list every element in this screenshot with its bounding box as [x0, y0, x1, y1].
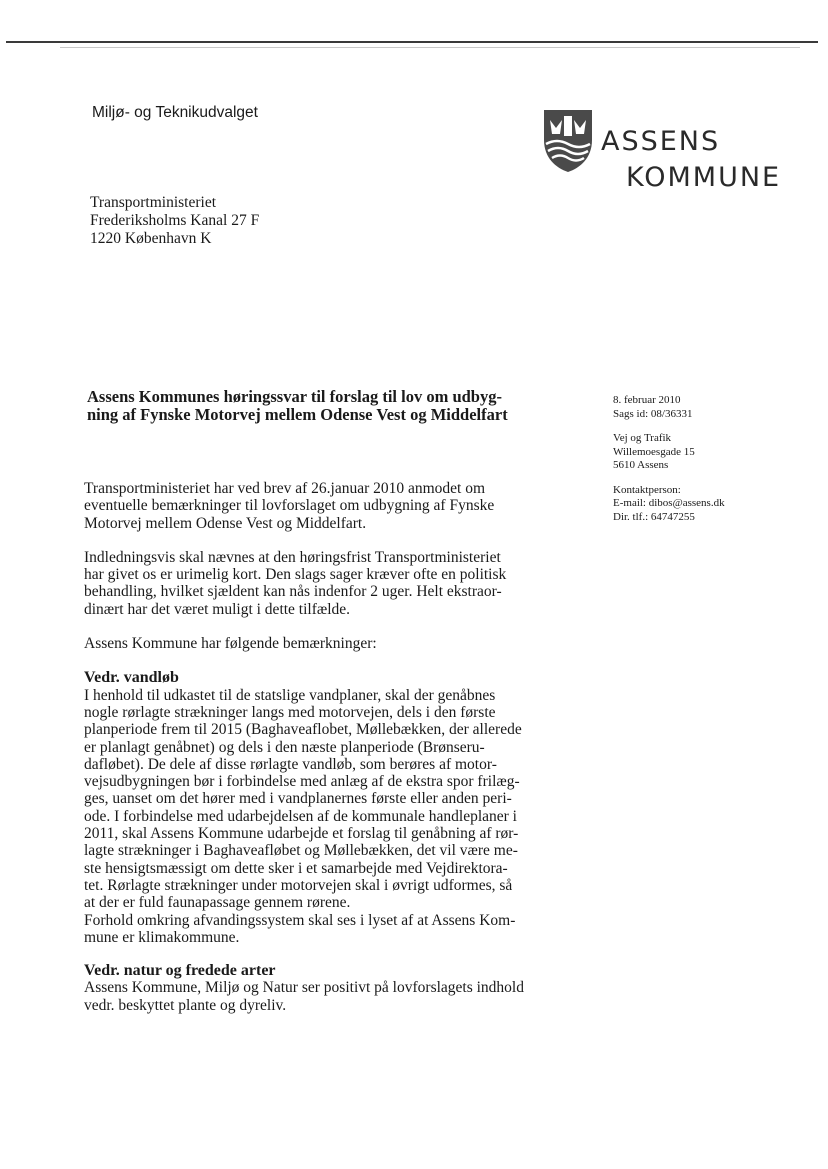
letter-subject [87, 388, 547, 424]
paragraph [84, 635, 540, 652]
text-line: tet. Rørlagte strækninger under motorvejen skal i øvrigt udformes, så [84, 876, 513, 894]
section-heading: Vedr. natur og fredede arter [84, 962, 276, 980]
text-line: vedr. beskyttet plante og dyreliv. [84, 996, 287, 1014]
text-line: nogle rørlagte strækninger langs med motorvejen, dels i den første [84, 703, 496, 721]
text-line: Motorvej mellem Odense Vest og Middelfart. [84, 514, 367, 532]
letter-body [84, 480, 540, 1030]
contact-email: E-mail: dibos@assens.dk [613, 497, 725, 509]
text-line: ges, uanset om det hører med i vandplanernes første eller anden peri- [84, 790, 512, 808]
letter-date: 8. februar 2010 [613, 394, 681, 406]
logo-text-kommune: KOMMUNE [626, 162, 782, 193]
section-watercourses [84, 669, 540, 946]
text-line: behandling, hvilket sjældent kan nås indenfor 2 uger. Helt ekstraor- [84, 583, 502, 601]
top-rule [6, 41, 818, 43]
committee-name: Miljø- og Teknikudvalget [92, 104, 258, 121]
section-nature [84, 962, 540, 1014]
recipient-line: Transportministeriet [90, 194, 217, 211]
text-line: dinært har det været muligt i dette tilfælde. [84, 600, 351, 618]
logo-text-assens: ASSENS [601, 126, 721, 157]
recipient-address [90, 194, 259, 248]
coat-of-arms-icon [540, 106, 596, 174]
text-line: dafløbet). De dele af disse rørlagte vandløb, som berøres af motor- [84, 755, 497, 773]
text-line: har givet os er urimelig kort. Den slags sager kræver ofte en politisk [84, 566, 507, 584]
text-line: Assens Kommune, Miljø og Natur ser positivt på lovforslagets indhold [84, 979, 524, 997]
section-heading: Vedr. vandløb [84, 669, 179, 687]
text-line: ste hensigtsmæssigt om dette sker i et samarbejde med Vejdirektora- [84, 859, 508, 877]
text-line: Assens Kommune har følgende bemærkninger: [84, 635, 377, 653]
assens-logo [540, 106, 780, 196]
recipient-line: 1220 København K [90, 230, 212, 247]
subject-line: Assens Kommunes høringssvar til forslag til lov om udbyg- [87, 387, 502, 406]
text-line: vejsudbygningen bør i forbindelse med anlæg af de ekstra spor frilæg- [84, 773, 520, 791]
paragraph [84, 480, 540, 532]
sender-info [613, 394, 725, 535]
text-line: I henhold til udkastet til de statslige vandplaner, skal der genåbnes [84, 686, 496, 704]
text-line: ode. I forbindelse med udarbejdelsen af de kommunale handleplaner i [84, 807, 517, 825]
text-line: er planlagt genåbnet) og dels i den næste planperiode (Brønseru- [84, 738, 485, 756]
case-id: Sags id: 08/36331 [613, 407, 693, 420]
text-line: Transportministeriet har ved brev af 26.januar 2010 anmodet om [84, 480, 486, 497]
text-line: Indledningsvis skal nævnes at den høringsfrist Transportministeriet [84, 548, 501, 566]
subject-line: ning af Fynske Motorvej mellem Odense Vest og Middelfart [87, 405, 508, 424]
department-line: Vej og Trafik [613, 432, 672, 444]
recipient-line: Frederiksholms Kanal 27 F [90, 212, 260, 229]
text-line: planperiode frem til 2015 (Baghaveaflobet, Møllebækken, der allerede [84, 721, 522, 739]
paragraph [84, 549, 540, 618]
text-line: mune er klimakommune. [84, 928, 240, 946]
top-rule-faint [60, 47, 800, 48]
contact-line: Kontaktperson: [613, 483, 681, 496]
text-line: at der er fuld faunapassage gennem rørene. [84, 894, 351, 912]
department-line: Willemoesgade 15 [613, 445, 695, 458]
text-line: lagte strækninger i Baghaveafløbet og Møllebækken, det vil være me- [84, 842, 518, 860]
department-line: 5610 Assens [613, 459, 669, 471]
text-line: eventuelle bemærkninger til lovforslaget om udbygning af Fynske [84, 497, 495, 515]
text-line: Forhold omkring afvandingssystem skal ses i lyset af at Assens Kom- [84, 911, 516, 929]
contact-phone: Dir. tlf.: 64747255 [613, 510, 695, 523]
text-line: 2011, skal Assens Kommune udarbejde et forslag til genåbning af rør- [84, 825, 519, 843]
